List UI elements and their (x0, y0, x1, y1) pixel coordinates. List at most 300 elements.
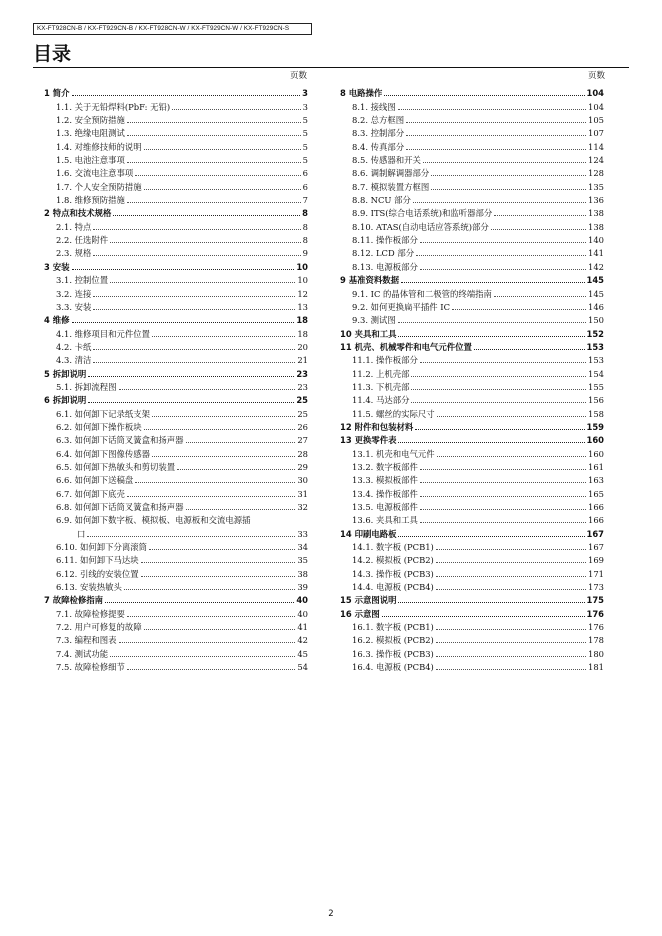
toc-entry-title: 4.2. 卡纸 (56, 341, 92, 352)
toc-entry-title: 7.4. 测试功能 (56, 648, 109, 659)
toc-entry-title: 1.3. 绝缘电阻测试 (56, 128, 125, 139)
toc-entry-title: 1.7. 个人安全预防措施 (56, 181, 142, 192)
page-title: 目录 (33, 43, 72, 65)
toc-entry-page: 173 (588, 582, 604, 593)
toc-leader-dots (411, 402, 586, 403)
toc-section-entry[interactable] (44, 485, 308, 498)
toc-leader-dots (177, 469, 295, 470)
toc-section-entry[interactable] (44, 499, 308, 512)
toc-section-entry[interactable] (340, 619, 604, 632)
toc-leader-dots (420, 242, 586, 243)
toc-section-entry[interactable] (340, 98, 604, 111)
toc-section-entry[interactable] (340, 499, 604, 512)
toc-entry-title: 1.6. 交流电注意事项 (56, 168, 134, 179)
toc-section-entry[interactable] (44, 165, 308, 178)
toc-section-entry[interactable] (44, 432, 308, 445)
toc-section-entry[interactable] (44, 565, 308, 578)
toc-section-entry[interactable] (44, 112, 308, 125)
toc-entry-title: 4 维修 (44, 315, 70, 326)
toc-entry-page: 23 (297, 381, 308, 392)
toc-entry-title: 3 安装 (44, 261, 70, 272)
toc-entry-title: 9.2. 如何更换扁平插件 IC (352, 301, 451, 312)
toc-entry-page: 171 (588, 568, 604, 579)
toc-section-entry[interactable] (340, 258, 604, 271)
toc-entry-title: 11.5. 螺丝的实际尺寸 (352, 408, 435, 419)
toc-right-column (340, 85, 604, 672)
toc-chapter-entry[interactable] (44, 312, 308, 325)
toc-entry-title: 8.1. 接线图 (352, 101, 396, 112)
toc-entry-page: 145 (586, 275, 604, 286)
toc-leader-dots (420, 482, 586, 483)
toc-section-entry[interactable] (44, 472, 308, 485)
toc-entry-title: 15 示意图说明 (340, 595, 397, 606)
toc-entry-page: 42 (297, 635, 308, 646)
toc-section-entry[interactable] (340, 165, 604, 178)
toc-entry-page: 153 (586, 341, 604, 352)
toc-entry-title: 8.7. 模拟装置方框图 (352, 181, 430, 192)
toc-leader-dots (437, 416, 586, 417)
toc-section-entry[interactable] (44, 552, 308, 565)
toc-entry-page: 18 (296, 315, 308, 326)
toc-entry-page: 104 (588, 101, 604, 112)
toc-chapter-entry[interactable] (340, 325, 604, 338)
toc-entry-page: 176 (586, 608, 604, 619)
toc-entry-title: 16.4. 电源板 (PCB4) (352, 662, 434, 673)
page-column-label-right: 页数 (588, 71, 606, 81)
toc-entry-title: 9.1. IC 的晶体管和二极管的终端指南 (352, 288, 492, 299)
toc-entry-title: 6.1. 如何卸下记录纸支架 (56, 408, 151, 419)
toc-entry-title: 14.1. 数字板 (PCB1) (352, 542, 434, 553)
toc-entry-title: 6.2. 如何卸下操作板块 (56, 421, 142, 432)
toc-section-entry[interactable] (44, 525, 308, 538)
toc-entry-title: 7.1. 故障检修提要 (56, 608, 125, 619)
toc-section-entry[interactable] (44, 645, 308, 658)
toc-section-entry[interactable] (340, 299, 604, 312)
toc-section-entry[interactable] (340, 205, 604, 218)
toc-section-entry[interactable] (44, 325, 308, 338)
toc-leader-dots (72, 95, 301, 96)
toc-section-entry[interactable] (340, 125, 604, 138)
toc-chapter-entry[interactable] (340, 419, 604, 432)
toc-leader-dots (398, 536, 584, 537)
toc-entry-page: 178 (588, 635, 604, 646)
toc-entry-page: 128 (588, 168, 604, 179)
toc-entry-title: 6 拆卸说明 (44, 395, 87, 406)
toc-section-entry[interactable] (44, 232, 308, 245)
toc-entry-page: 40 (296, 595, 308, 606)
toc-entry-title: 3.1. 控制位置 (56, 275, 109, 286)
toc-section-entry[interactable] (340, 112, 604, 125)
toc-section-entry[interactable] (44, 125, 308, 138)
toc-chapter-entry[interactable] (340, 592, 604, 605)
toc-entry-title: 6.4. 如何卸下图像传感器 (56, 448, 151, 459)
toc-leader-dots (437, 456, 586, 457)
toc-entry-title: 16.3. 操作板 (PCB3) (352, 648, 434, 659)
toc-section-entry[interactable] (44, 619, 308, 632)
toc-entry-title: 6.10. 如何卸下分离滚筒 (56, 542, 147, 553)
toc-leader-dots (144, 189, 301, 190)
toc-left-column (44, 85, 308, 672)
toc-leader-dots (398, 336, 584, 337)
toc-entry-page: 31 (297, 488, 308, 499)
toc-section-entry[interactable] (340, 565, 604, 578)
toc-leader-dots (406, 135, 586, 136)
toc-entry-title: 1 简介 (44, 88, 70, 99)
toc-leader-dots (135, 175, 300, 176)
toc-section-entry[interactable] (44, 152, 308, 165)
toc-leader-dots (491, 229, 586, 230)
toc-chapter-entry[interactable] (44, 85, 308, 98)
toc-leader-dots (436, 549, 586, 550)
toc-entry-page: 160 (586, 435, 604, 446)
toc-entry-title: 8.9. ITS(综合电话系统)和监听器部分 (352, 208, 493, 219)
toc-entry-page: 33 (297, 528, 308, 539)
toc-entry-page: 27 (297, 435, 308, 446)
toc-chapter-entry[interactable] (44, 205, 308, 218)
toc-entry-title: 13.6. 夹具和工具 (352, 515, 418, 526)
toc-section-entry[interactable] (340, 512, 604, 525)
toc-entry-title: 11.1. 操作板部分 (352, 355, 418, 366)
toc-entry-page: 138 (588, 208, 604, 219)
toc-entry-title: 1.5. 电池注意事项 (56, 155, 125, 166)
toc-entry-page: 3 (302, 101, 308, 112)
toc-entry-page: 155 (588, 381, 604, 392)
toc-section-entry[interactable] (44, 459, 308, 472)
toc-leader-dots (415, 429, 584, 430)
toc-leader-dots (431, 175, 586, 176)
toc-entry-page: 54 (297, 662, 308, 673)
toc-section-entry[interactable] (44, 138, 308, 151)
toc-section-entry[interactable] (340, 405, 604, 418)
toc-section-entry[interactable] (44, 352, 308, 365)
toc-entry-title: 13.4. 操作板部件 (352, 488, 418, 499)
toc-section-entry[interactable] (44, 98, 308, 111)
toc-section-entry[interactable] (340, 152, 604, 165)
toc-leader-dots (423, 162, 586, 163)
toc-leader-dots (494, 296, 586, 297)
toc-entry-page: 138 (588, 221, 604, 232)
toc-entry-page: 30 (297, 475, 308, 486)
toc-section-entry[interactable] (340, 579, 604, 592)
toc-section-entry[interactable] (340, 352, 604, 365)
toc-section-entry[interactable] (340, 392, 604, 405)
toc-leader-dots (474, 349, 585, 350)
toc-leader-dots (382, 616, 585, 617)
toc-entry-page: 29 (297, 461, 308, 472)
toc-section-entry[interactable] (340, 192, 604, 205)
toc-leader-dots (436, 576, 586, 577)
toc-leader-dots (413, 202, 586, 203)
toc-entry-page: 150 (588, 315, 604, 326)
toc-entry-page: 5 (302, 128, 308, 139)
toc-entry-title: 13.3. 模拟板部件 (352, 475, 418, 486)
toc-section-entry[interactable] (340, 645, 604, 658)
toc-entry-page: 153 (588, 355, 604, 366)
page-column-label-left: 页数 (290, 71, 308, 81)
toc-entry-title: 9.3. 测试图 (352, 315, 396, 326)
toc-entry-title: 8.2. 总方框图 (352, 115, 405, 126)
toc-entry-title: 11.3. 下机壳部 (352, 381, 410, 392)
toc-entry-page: 25 (297, 408, 308, 419)
toc-entry-title: 2 特点和技术规格 (44, 208, 112, 219)
toc-entry-title: 1.8. 维修预防措施 (56, 195, 125, 206)
toc-entry-title: 1.1. 关于无铅焊料(PbF: 无铅) (56, 101, 171, 112)
toc-entry-page: 154 (588, 368, 604, 379)
toc-entry-page: 9 (302, 248, 308, 259)
toc-entry-page: 145 (588, 288, 604, 299)
toc-entry-title: 11.2. 上机壳部 (352, 368, 410, 379)
toc-entry-title: 2.1. 特点 (56, 221, 92, 232)
toc-entry-page: 114 (588, 141, 604, 152)
toc-leader-dots (411, 389, 586, 390)
toc-section-entry[interactable] (44, 659, 308, 672)
toc-entry-title: 11 机壳、机械零件和电气元件位置 (340, 341, 472, 352)
toc-leader-dots (87, 536, 295, 537)
toc-entry-page: 34 (297, 542, 308, 553)
toc-entry-page: 105 (588, 115, 604, 126)
toc-chapter-entry[interactable] (44, 365, 308, 378)
toc-section-entry[interactable] (340, 485, 604, 498)
toc-entry-page: 45 (297, 648, 308, 659)
toc-entry-title: 7.3. 编程和图表 (56, 635, 117, 646)
toc-entry-title: 8.4. 传真部分 (352, 141, 405, 152)
toc-section-entry[interactable] (340, 312, 604, 325)
toc-leader-dots (110, 656, 295, 657)
toc-leader-dots (127, 616, 295, 617)
toc-section-entry[interactable] (340, 659, 604, 672)
toc-entry-page: 124 (588, 155, 604, 166)
toc-leader-dots (431, 189, 586, 190)
toc-entry-title: 16.1. 数字板 (PCB1) (352, 622, 434, 633)
toc-leader-dots (124, 589, 295, 590)
toc-entry-title: 6.7. 如何卸下底壳 (56, 488, 125, 499)
toc-leader-dots (436, 589, 586, 590)
toc-section-entry[interactable] (340, 552, 604, 565)
toc-leader-dots (494, 215, 586, 216)
toc-entry-title: 13.1. 机壳和电气元件 (352, 448, 435, 459)
toc-chapter-entry[interactable] (340, 525, 604, 538)
toc-entry-page: 156 (588, 395, 604, 406)
toc-entry-page: 32 (297, 502, 308, 512)
toc-section-entry[interactable] (44, 299, 308, 312)
toc-entry-title: 13.2. 数字板部件 (352, 461, 418, 472)
toc-entry-page: 5 (302, 141, 308, 152)
toc-section-entry[interactable] (44, 272, 308, 285)
toc-entry-title: 16.2. 模拟板 (PCB2) (352, 635, 434, 646)
toc-leader-dots (110, 242, 301, 243)
toc-entry-title: 8.6. 调制解调器部分 (352, 168, 430, 179)
toc-section-entry[interactable] (44, 245, 308, 258)
toc-section-entry[interactable] (44, 285, 308, 298)
toc-leader-dots (127, 135, 301, 136)
toc-chapter-entry[interactable] (44, 258, 308, 271)
toc-leader-dots (93, 296, 295, 297)
toc-entry-title: 6.6. 如何卸下送稿盘 (56, 475, 134, 486)
toc-entry-page: 13 (297, 301, 308, 312)
toc-leader-dots (72, 269, 295, 270)
toc-leader-dots (127, 496, 295, 497)
toc-entry-page: 23 (296, 368, 308, 379)
toc-entry-page: 5 (302, 115, 308, 126)
toc-entry-page: 28 (297, 448, 308, 459)
toc-leader-dots (127, 669, 295, 670)
toc-entry-title: 14.2. 模拟板 (PCB2) (352, 555, 434, 566)
toc-leader-dots (93, 349, 295, 350)
toc-entry-page: 169 (588, 555, 604, 566)
toc-entry-title: 13.5. 电源板部件 (352, 502, 418, 512)
toc-entry-page: 104 (586, 88, 604, 99)
toc-section-entry[interactable] (44, 605, 308, 618)
toc-entry-title: 1.2. 安全预防措施 (56, 115, 125, 126)
toc-entry-page: 135 (588, 181, 604, 192)
toc-section-entry[interactable] (44, 405, 308, 418)
toc-section-entry[interactable] (340, 138, 604, 151)
toc-leader-dots (141, 562, 296, 563)
toc-entry-page: 160 (588, 448, 604, 459)
toc-section-entry[interactable] (44, 579, 308, 592)
toc-entry-page: 166 (588, 515, 604, 526)
toc-entry-title: 8.12. LCD 部分 (352, 248, 415, 259)
toc-leader-dots (113, 215, 300, 216)
toc-entry-title: 7.5. 故障检修细节 (56, 662, 125, 673)
toc-entry-title: 7 故障检修指南 (44, 595, 103, 606)
toc-section-entry[interactable] (340, 365, 604, 378)
toc-section-entry[interactable] (44, 539, 308, 552)
toc-entry-title: 16 示意图 (340, 608, 380, 619)
toc-entry-title: 12 附件和包装材料 (340, 421, 414, 432)
toc-entry-title: 6.5. 如何卸下热敏头和剪切装置 (56, 461, 176, 472)
toc-entry-page: 167 (588, 542, 604, 553)
title-rule (33, 67, 629, 68)
toc-leader-dots (88, 376, 294, 377)
toc-chapter-entry[interactable] (44, 392, 308, 405)
toc-entry-page: 26 (297, 421, 308, 432)
toc-leader-dots (420, 469, 586, 470)
toc-entry-title: 6.3. 如何卸下话筒叉簧盒和扬声器 (56, 435, 184, 446)
toc-entry-page: 21 (297, 355, 308, 366)
toc-entry-title: 13 更换零件表 (340, 435, 397, 446)
toc-entry-title: 8.10. ATAS(自动电话应答系统)部分 (352, 221, 489, 232)
toc-chapter-entry[interactable] (340, 339, 604, 352)
toc-entry-title: 6.9. 如何卸下数字板、模拟板、电源板和交流电源插 (56, 515, 251, 526)
toc-section-entry[interactable] (340, 459, 604, 472)
toc-entry-page: 159 (586, 421, 604, 432)
toc-leader-dots (420, 522, 586, 523)
toc-entry-page: 6 (302, 181, 308, 192)
toc-section-entry[interactable] (340, 445, 604, 458)
toc-leader-dots (411, 376, 586, 377)
toc-entry-title: 8.13. 电源板部分 (352, 261, 418, 272)
toc-leader-dots (406, 122, 586, 123)
toc-chapter-entry[interactable] (340, 85, 604, 98)
toc-leader-dots (110, 282, 295, 283)
toc-leader-dots (152, 416, 295, 417)
toc-section-entry[interactable] (44, 192, 308, 205)
toc-section-entry[interactable] (340, 285, 604, 298)
toc-chapter-entry[interactable] (44, 592, 308, 605)
toc-entry-page: 8 (302, 221, 308, 232)
toc-leader-dots (127, 122, 301, 123)
toc-leader-dots (93, 229, 300, 230)
toc-entry-title: 10 夹具和工具 (340, 328, 397, 339)
toc-section-entry[interactable] (44, 339, 308, 352)
toc-entry-page: 166 (588, 502, 604, 512)
toc-entry-title: 1.4. 对维修技师的说明 (56, 141, 142, 152)
toc-section-entry[interactable] (340, 379, 604, 392)
toc-leader-dots (172, 109, 300, 110)
toc-leader-dots (416, 255, 586, 256)
toc-entry-page: 5 (302, 155, 308, 166)
toc-section-entry[interactable] (340, 472, 604, 485)
toc-leader-dots (149, 549, 295, 550)
toc-section-entry[interactable] (44, 632, 308, 645)
toc-section-entry[interactable] (44, 379, 308, 392)
toc-leader-dots (88, 402, 294, 403)
toc-entry-title: 14.4. 电源板 (PCB4) (352, 582, 434, 593)
toc-leader-dots (420, 269, 586, 270)
toc-leader-dots (436, 669, 586, 670)
toc-leader-dots (119, 389, 296, 390)
toc-entry-title: 5.1. 拆卸流程图 (56, 381, 117, 392)
toc-entry-title: 口 (77, 528, 86, 539)
toc-chapter-entry[interactable] (340, 432, 604, 445)
page-number: 2 (328, 909, 334, 919)
toc-section-entry[interactable] (340, 178, 604, 191)
toc-section-entry[interactable] (340, 632, 604, 645)
toc-entry-page: 161 (588, 461, 604, 472)
toc-entry-page: 146 (588, 301, 604, 312)
toc-section-entry[interactable] (44, 445, 308, 458)
toc-entry-page: 152 (586, 328, 604, 339)
toc-chapter-entry[interactable] (340, 605, 604, 618)
toc-leader-dots (406, 149, 586, 150)
toc-entry-page: 12 (297, 288, 308, 299)
toc-entry-page: 38 (297, 568, 308, 579)
toc-section-entry[interactable] (340, 218, 604, 231)
toc-leader-dots (93, 362, 295, 363)
toc-entry-page: 136 (588, 195, 604, 206)
toc-section-entry[interactable] (44, 178, 308, 191)
toc-entry-page: 165 (588, 488, 604, 499)
toc-entry-page: 180 (588, 648, 604, 659)
toc-entry-title: 14.3. 操作板 (PCB3) (352, 568, 434, 579)
toc-section-entry[interactable] (44, 218, 308, 231)
toc-leader-dots (420, 496, 586, 497)
toc-entry-page: 25 (296, 395, 308, 406)
toc-section-entry[interactable] (44, 419, 308, 432)
toc-leader-dots (436, 656, 586, 657)
toc-section-entry[interactable] (44, 512, 308, 525)
toc-entry-page: 20 (297, 341, 308, 352)
toc-entry-title: 3.2. 连接 (56, 288, 92, 299)
toc-section-entry[interactable] (340, 539, 604, 552)
toc-entry-title: 11.4. 马达部分 (352, 395, 410, 406)
toc-leader-dots (152, 456, 295, 457)
toc-leader-dots (436, 629, 586, 630)
toc-entry-page: 3 (302, 88, 308, 99)
toc-entry-page: 140 (588, 235, 604, 246)
toc-leader-dots (72, 322, 295, 323)
toc-section-entry[interactable] (340, 232, 604, 245)
toc-entry-title: 5 拆卸说明 (44, 368, 87, 379)
toc-chapter-entry[interactable] (340, 272, 604, 285)
toc-leader-dots (127, 162, 301, 163)
toc-entry-title: 8.5. 传感器和开关 (352, 155, 421, 166)
toc-section-entry[interactable] (340, 245, 604, 258)
toc-entry-page: 18 (297, 328, 308, 339)
toc-leader-dots (420, 509, 586, 510)
toc-entry-title: 9 基准资料数据 (340, 275, 399, 286)
